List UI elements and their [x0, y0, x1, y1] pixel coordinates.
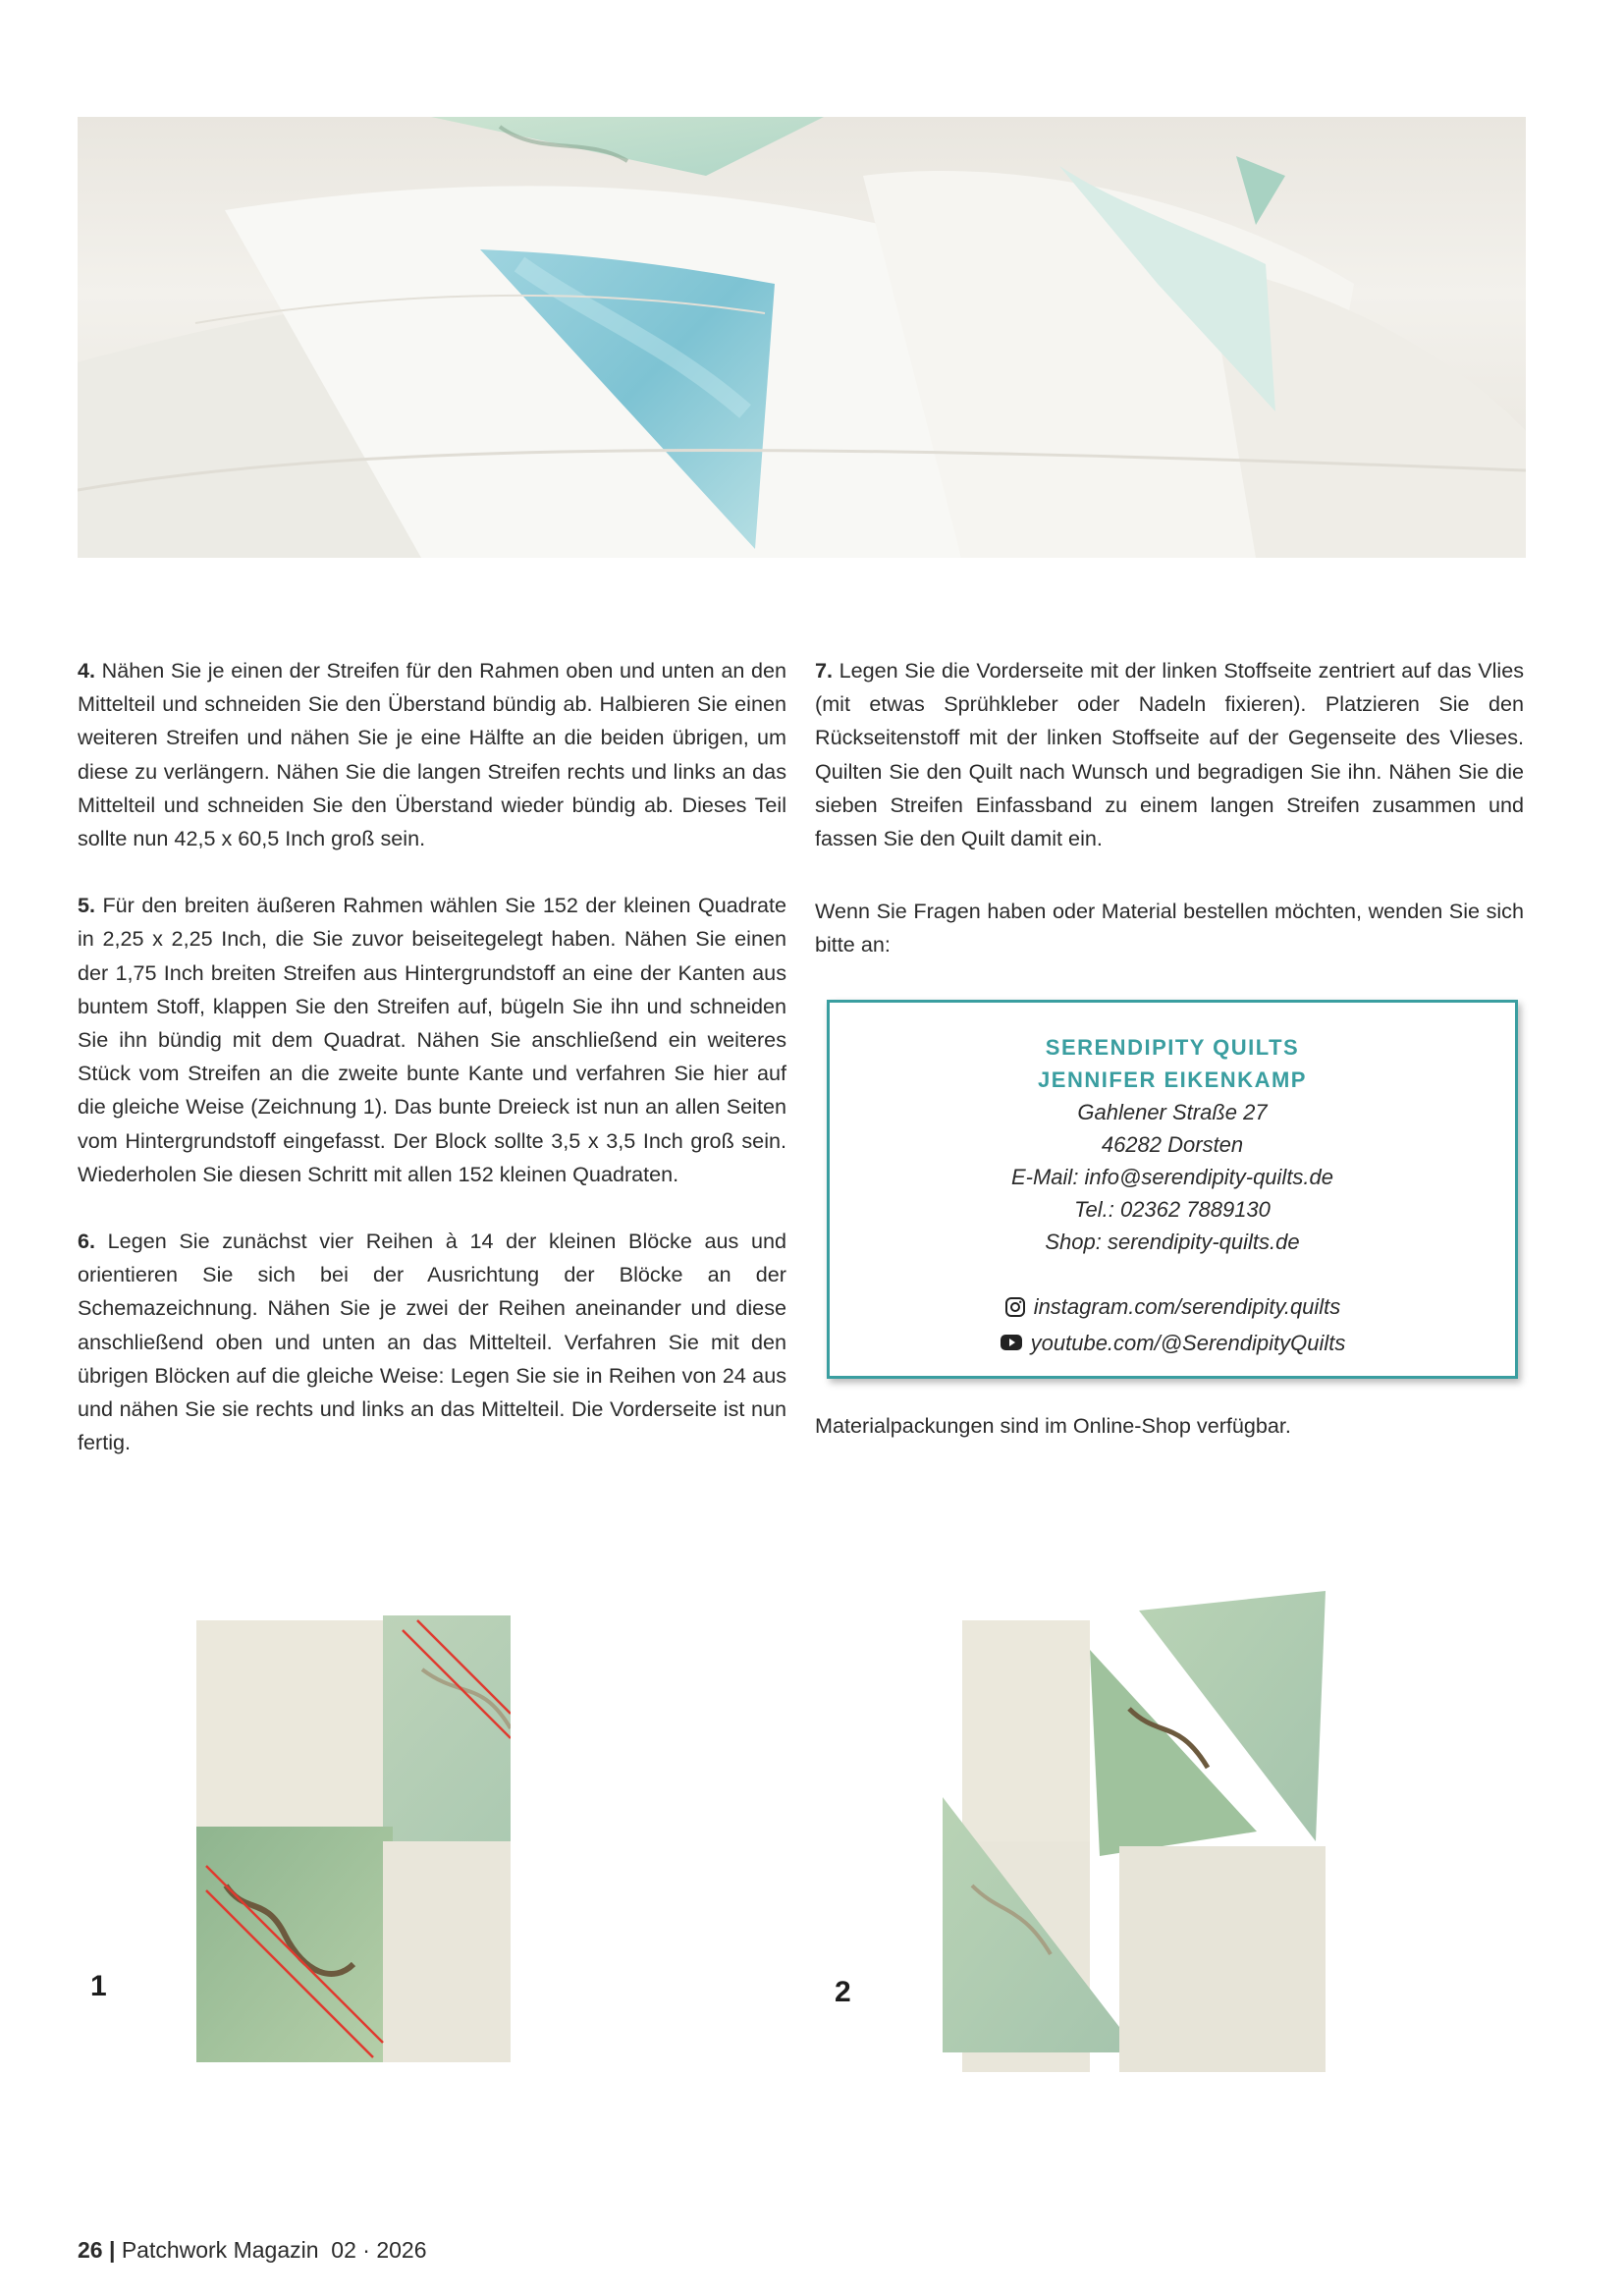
footer-separator: | — [108, 2237, 116, 2263]
step-4: 4. Nähen Sie je einen der Streifen für den Rahmen oben und unten an den Mittelteil und schneiden Sie den Überstand bündig ab. Halbieren Sie einen weiteren Streifen und nähen Sie je eine Hälfte an die beiden übrigen, um diese zu verlängern. Nähen Sie die langen Streifen rechts und links an das Mittelteil und schneiden Sie den Überstand wieder bündig ab. Dieses Teil sollte nun 42,5 x 60,5 Inch groß sein. — [78, 658, 786, 851]
instagram-link[interactable]: instagram.com/serendipity.quilts — [1004, 1290, 1341, 1323]
youtube-icon — [1000, 1334, 1023, 1351]
instructions-left-column — [78, 654, 786, 1459]
figure-1-label: 1 — [90, 1970, 107, 2002]
person-name: JENNIFER EIKENKAMP — [1038, 1067, 1307, 1092]
company-name: SERENDIPITY QUILTS — [1045, 1035, 1300, 1060]
quilt-block-image-2 — [913, 1591, 1443, 2082]
phone: Tel.: 02362 7889130 — [1074, 1197, 1271, 1222]
youtube-link[interactable]: youtube.com/@SerendipityQuilts — [1000, 1327, 1346, 1359]
page-number: 26 — [78, 2237, 103, 2263]
street: Gahlener Straße 27 — [1077, 1100, 1268, 1124]
contact-intro: Wenn Sie Fragen haben oder Material bestellen möchten, wenden Sie sich bitte an: — [815, 899, 1524, 957]
figure-1-photo — [187, 1591, 511, 2087]
figure-2-photo — [913, 1591, 1443, 2087]
hero-quilt-photo — [78, 117, 1526, 558]
step-6: 6. Legen Sie zunächst vier Reihen à 14 der kleinen Blöcke aus und orientieren Sie sich bei der Ausrichtung der Blöcke an der Schemazeichnung. Nähen Sie je zwei der Reihen aneinander und diese anschließend oben und unten an das Mittelteil. Verfahren Sie mit den übrigen Blöcken auf die gleiche Weise: Legen Sie sie in Reihen von 24 aus und nähen Sie sie rechts und links an das Mittelteil. Die Vorderseite ist nun fertig. — [78, 1229, 787, 1455]
figure-2-label: 2 — [835, 1976, 851, 2008]
issue: 02 · 2026 — [331, 2237, 427, 2263]
city: 46282 Dorsten — [1101, 1132, 1244, 1157]
page-footer — [78, 2237, 427, 2264]
quilt-block-image-1 — [187, 1591, 511, 2082]
email[interactable]: E-Mail: info@serendipity-quilts.de — [1010, 1165, 1334, 1189]
instagram-icon — [1004, 1296, 1026, 1318]
step-7: 7. Legen Sie die Vorderseite mit der linken Stoffseite zentriert auf das Vlies (mit etwas Sprühkleber oder Nadeln fixieren). Platzieren Sie den Rückseitenstoff mit der linken Stoffseite auf der Gegenseite des Vlieses. Quilten Sie den Quilt nach Wunsch und begradigen Sie ihn. Nähen Sie die sieben Streifen Einfassband zu einem langen Streifen zusammen und fassen Sie den Quilt damit ein. — [815, 658, 1525, 851]
contact-box — [827, 1000, 1518, 1379]
quilt-closeup-image — [78, 117, 1526, 558]
instructions-right-column — [815, 654, 1524, 962]
material-note: Materialpackungen sind im Online-Shop verfügbar. — [815, 1413, 1291, 1438]
shop-link[interactable]: Shop: serendipity-quilts.de — [1045, 1230, 1300, 1254]
magazine-name: Patchwork Magazin — [121, 2237, 319, 2263]
step-5: 5. Für den breiten äußeren Rahmen wählen Sie 152 der kleinen Quadrate in 2,25 x 2,25 Inch, die Sie zuvor beiseitegelegt haben. Nähen Sie einen der 1,75 Inch breiten Streifen aus Hintergrundstoff an eine der Kanten aus buntem Stoff, klappen Sie den Streifen auf, bügeln Sie ihn und schneiden Sie ihn bündig mit dem Quadrat. Nähen Sie anschließend ein weiteres Stück vom Streifen an die zweite bunte Kante und verfahren Sie hier auf die gleiche Weise (Zeichnung 1). Das bunte Dreieck ist nun an allen Seiten vom Hintergrundstoff eingefasst. Der Block sollte 3,5 x 3,5 Inch groß sein. Wiederholen Sie diesen Schritt mit allen 152 kleinen Quadraten. — [78, 893, 786, 1186]
